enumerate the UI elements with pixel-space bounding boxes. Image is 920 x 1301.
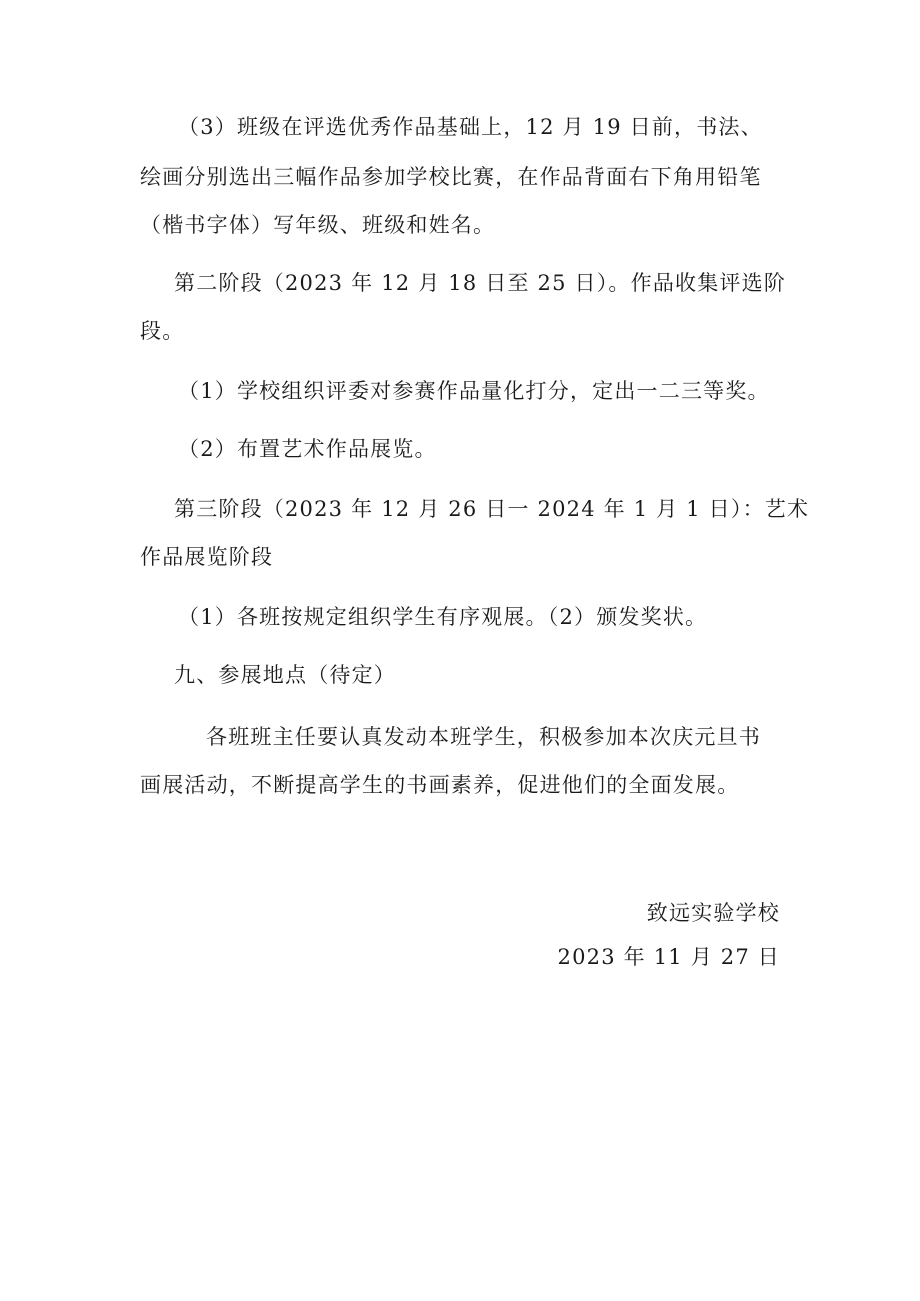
paragraph-closing-line-2: 画展活动，不断提高学生的书画素养，促进他们的全面发展。	[140, 773, 740, 797]
paragraph-stage-2-item-2: （2）布置艺术作品展览。	[178, 437, 437, 461]
paragraph-step-3-line-2: 绘画分别选出三幅作品参加学校比赛，在作品背面右下角用铅笔	[140, 165, 762, 189]
paragraph-stage-2-item-1: （1）学校组织评委对参赛作品量化打分，定出一二三等奖。	[178, 379, 770, 403]
signature-organization: 致远实验学校	[646, 901, 780, 925]
paragraph-step-3-line-3: （楷书字体）写年级、班级和姓名。	[140, 213, 496, 237]
paragraph-step-3-line-1: （3）班级在评选优秀作品基础上，12 月 19 日前，书法、	[178, 115, 763, 139]
signature-date: 2023 年 11 月 27 日	[557, 945, 780, 969]
paragraph-stage-3-line-1: 第三阶段（2023 年 12 月 26 日一 2024 年 1 月 1 日）：艺术	[174, 497, 810, 521]
paragraph-stage-2-line-2: 段。	[140, 319, 185, 343]
paragraph-stage-2-line-1: 第二阶段（2023 年 12 月 18 日至 25 日）。作品收集评选阶	[174, 271, 787, 295]
paragraph-stage-3-items: （1）各班按规定组织学生有序观展。（2）颁发奖状。	[178, 605, 708, 629]
section-heading-9: 九、参展地点（待定）	[174, 663, 396, 687]
paragraph-stage-3-line-2: 作品展览阶段	[140, 545, 274, 569]
paragraph-closing-line-1: 各班班主任要认真发动本班学生，积极参加本次庆元旦书	[206, 725, 761, 749]
